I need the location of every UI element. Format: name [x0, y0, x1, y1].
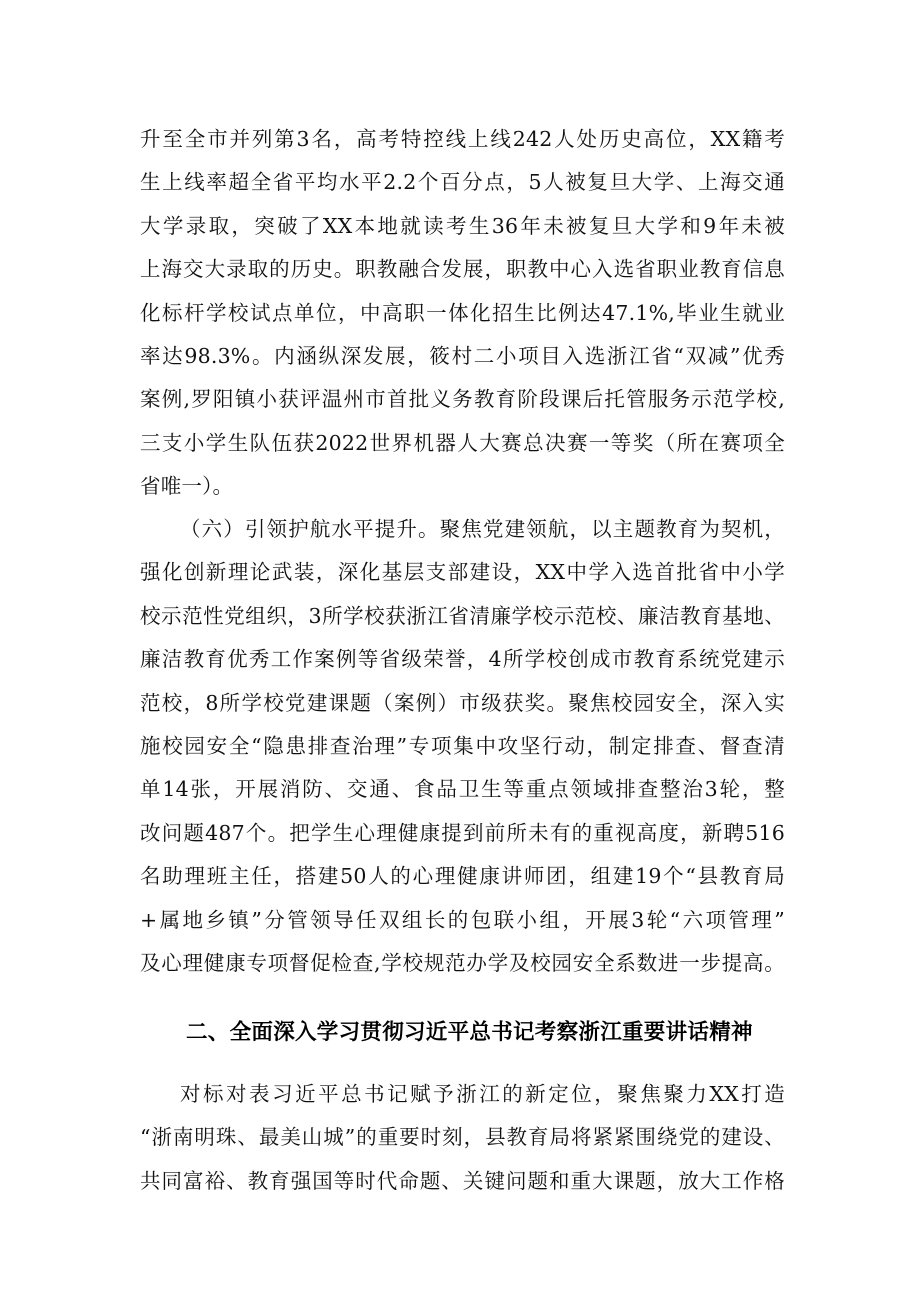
- paragraph-line: 大学录取，突破了XX本地就读考生36年未被复旦大学和9年未被: [140, 213, 785, 238]
- paragraph-line: 省唯一）。: [140, 474, 234, 499]
- paragraph-3: [140, 1073, 785, 1203]
- paragraph-line: 单14张，开展消防、交通、食品卫生等重点领域排查整治3轮，整: [140, 777, 785, 802]
- paragraph-line: 名助理班主任，搭建50人的心理健康讲师团，组建19个“县教育局: [140, 864, 785, 889]
- paragraph-line: 生上线率超全省平均水平2.2个百分点，5人被复旦大学、上海交通: [140, 170, 785, 195]
- paragraph-line: 三支小学生队伍获2022世界机器人大赛总决赛一等奖（所在赛项全: [140, 430, 785, 455]
- paragraph-line: 范校，8所学校党建课题（案例）市级获奖。聚焦校园安全，深入实: [140, 690, 785, 715]
- paragraph-line: 强化创新理论武装，深化基层支部建设，XX中学入选首批省中小学: [140, 560, 785, 585]
- paragraph-line: （六）引领护航水平提升。聚焦党建领航，以主题教育为契机，: [180, 517, 785, 541]
- paragraph-line: 上海交大录取的历史。职教融合发展，职教中心入选省职业教育信息: [140, 257, 785, 282]
- paragraph-line: 校示范性党组织，3所学校获浙江省清廉学校示范校、廉洁教育基地、: [140, 603, 785, 628]
- paragraph-line: 改问题487个。把学生心理健康提到前所未有的重视高度，新聘516: [140, 820, 785, 845]
- paragraph-1: [140, 118, 785, 509]
- paragraph-line: 升至全市并列第3名，高考特控线上线242人处历史高位，XX籍考: [140, 127, 785, 151]
- paragraph-line: 施校园安全“隐患排查治理”专项集中攻坚行动，制定排查、督查清: [140, 733, 785, 758]
- paragraph-2: [140, 508, 785, 985]
- paragraph-line: 对标对表习近平总书记赋予浙江的新定位，聚焦聚力XX打造: [180, 1082, 785, 1106]
- paragraph-line: 廉洁教育优秀工作案例等省级荣誉，4所学校创成市教育系统党建示: [140, 647, 785, 672]
- paragraph-line: +属地乡镇”分管领导任双组长的包联小组，开展3轮“六项管理”: [140, 907, 785, 932]
- paragraph-line: 率达98.3%。内涵纵深发展，筱村二小项目入选浙江省“双减”优秀: [140, 343, 785, 368]
- paragraph-line: 案例,罗阳镇小获评温州市首批义务教育阶段课后托管服务示范学校,: [140, 387, 785, 412]
- paragraph-line: 化标杆学校试点单位，中高职一体化招生比例达47.1%,毕业生就业: [140, 300, 785, 325]
- paragraph-line: 及心理健康专项督促检查,学校规范办学及校园安全系数进一步提高。: [140, 950, 785, 975]
- paragraph-line: “浙南明珠、最美山城”的重要时刻，县教育局将紧紧围绕党的建设、: [140, 1125, 785, 1150]
- paragraph-line: 共同富裕、教育强国等时代命题、关键问题和重大课题，放大工作格: [140, 1168, 785, 1193]
- section-heading: 二、全面深入学习贯彻习近平总书记考察浙江重要讲话精神: [186, 1020, 753, 1045]
